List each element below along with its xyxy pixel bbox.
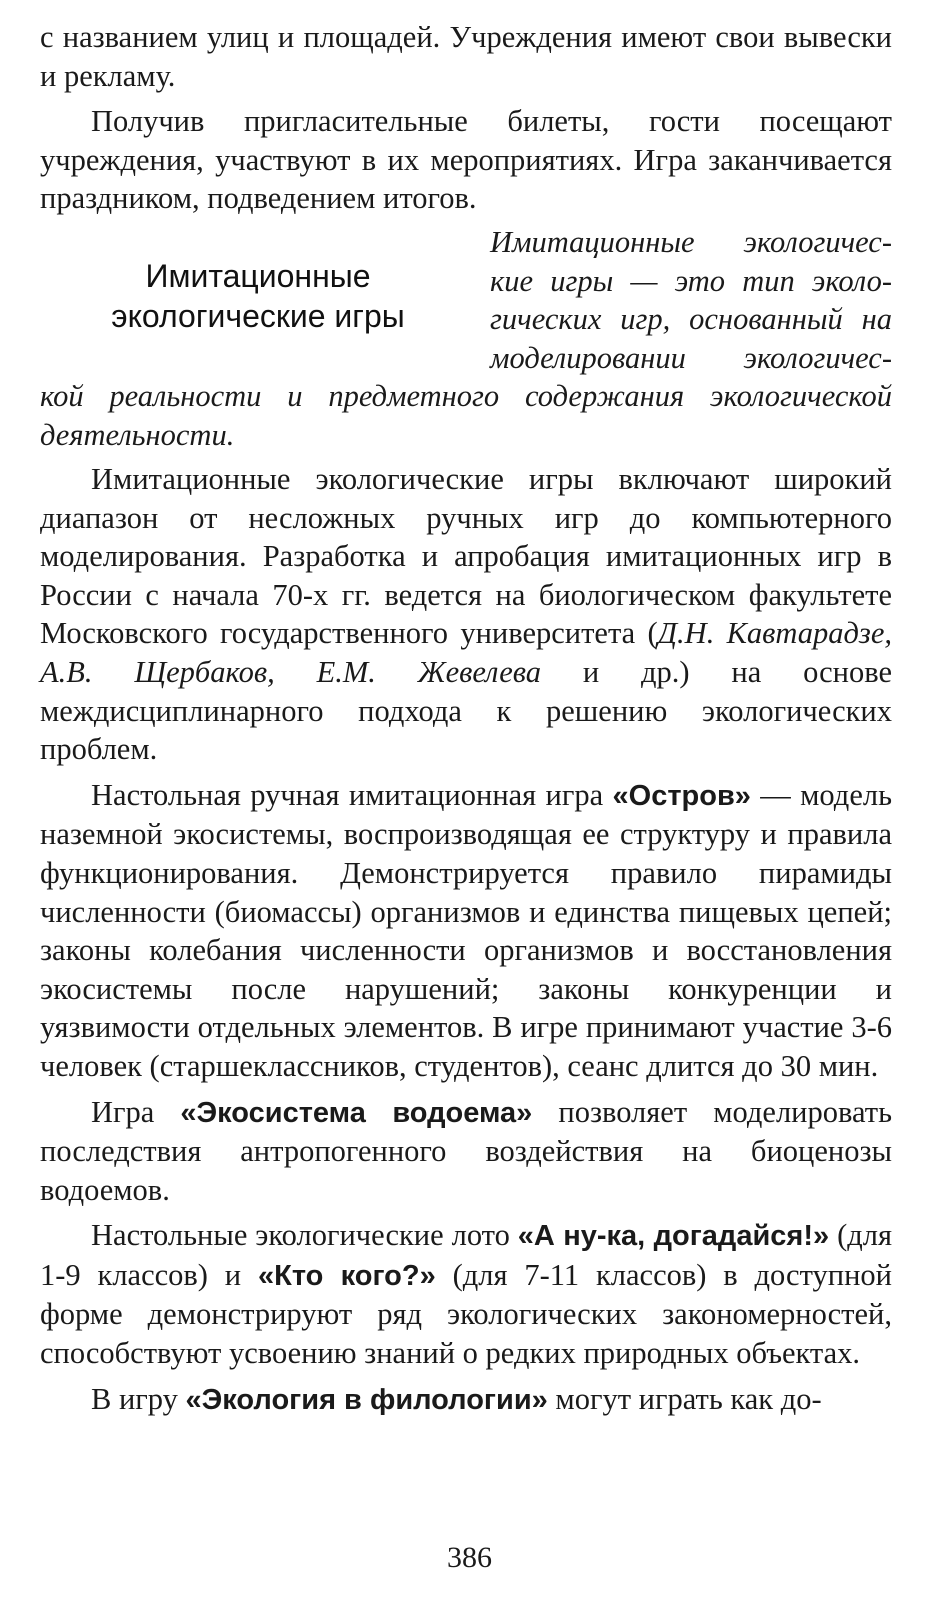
section-heading-line2: экологические игры	[111, 298, 405, 334]
paragraph-continuation: с названием улиц и площадей. Учреждения имеют свои вывески и рекламу.	[40, 20, 892, 93]
text-span: Имитационные экологические игры включают широкий диапазон от несложных ручных игр до компьютерного моделирования. Разработка и апробация имитационных игр в России с начала 70-х гг. ведется на биологическом факультете Московского государственного университета (	[40, 462, 892, 651]
paragraph-island-game	[40, 776, 892, 1086]
game-title-who-whom: «Кто кого?»	[257, 1259, 436, 1292]
text-span: В игру	[91, 1381, 186, 1416]
paragraph-invitations: Получив пригласительные билеты, гости посещают учреждения, участвуют в их мероприятиях. Игра заканчивается праздником, подведением итогов.	[40, 104, 892, 216]
definition-line: деятельности.	[40, 417, 235, 452]
text-span: Настольные экологические лото	[91, 1218, 518, 1253]
text-span: Настольная ручная имитационная игра	[91, 777, 613, 812]
authors-italic: Д.Н. Кавтарадзе, А.В. Щербаков, Е.М. Жевелева	[40, 616, 892, 689]
text-span: (для 7-11 классов) в доступной форме демонстрируют ряд экологических закономерностей, способствуют усвоению знаний о редких природных объектах.	[40, 1257, 892, 1371]
paragraph-philology-game	[40, 1380, 892, 1420]
top-text	[40, 18, 892, 218]
definition-line: кие игры — это тип эколо-	[490, 263, 892, 298]
text-span: могут играть как до-	[547, 1381, 822, 1416]
game-title-pond: «Экосистема водоема»	[180, 1096, 533, 1129]
main-text	[40, 460, 892, 1419]
text-span: — модель наземной экосистемы, воспроизводящая ее структуру и правила функционирования. Демонстрируется правило пирамиды численности (биомассы) организмов и единства пищевых цепей; законы колебания численности организмов и восстановления экосистемы после нарушений; законы конкуренции и уязвимости отдельных элементов. В игре принимают участие 3-6 человек (старшеклассников, студентов), сеанс длится до 30 мин.	[40, 777, 892, 1083]
definition-right-column	[490, 223, 892, 377]
text-span: (для 1-9 классов) и	[40, 1218, 892, 1292]
definition-line: Имитационные экологичес-	[490, 225, 892, 259]
text-span: позволяет моделировать последствия антропогенного воздействия на биоценозы водоемов.	[40, 1094, 892, 1207]
definition-line: гических игр, основанный на	[490, 302, 892, 337]
paragraph-lotto-games	[40, 1216, 892, 1372]
definition-line: кой реальности и предметного содержания экологической	[40, 379, 892, 413]
definition-line: моделировании экологичес-	[490, 340, 892, 375]
page-number: 386	[447, 1541, 492, 1574]
definition-continuation	[40, 377, 892, 454]
game-title-island: «Остров»	[612, 779, 751, 812]
text-span: и др.) на основе междисциплинарного подхода к решению экологических проблем.	[40, 654, 892, 767]
section-heading-line1: Имитационные	[145, 258, 371, 294]
paragraph-simulation-games	[40, 460, 892, 769]
text-span: Игра	[91, 1094, 181, 1129]
game-title-philology: «Экология в филологии»	[185, 1383, 548, 1416]
game-title-guess: «А ну-ка, догадайся!»	[517, 1220, 830, 1253]
paragraph-pond-game	[40, 1093, 892, 1210]
section-heading	[48, 256, 468, 336]
